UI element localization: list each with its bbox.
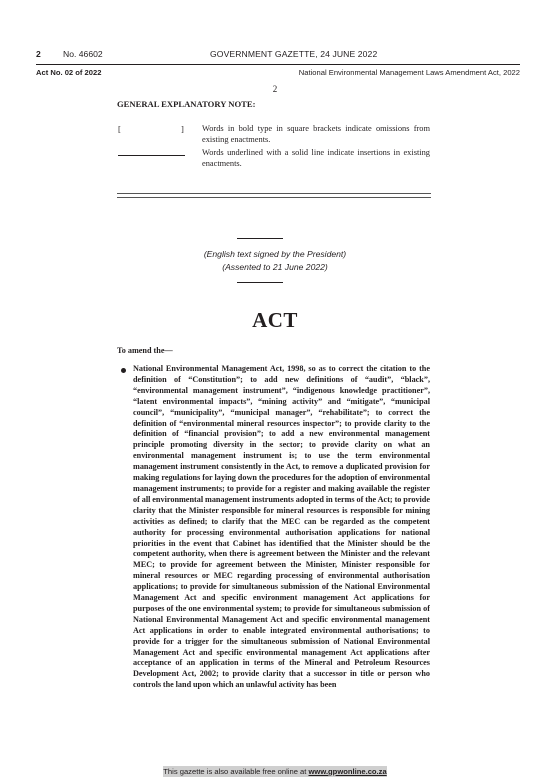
- underline-sample: [118, 155, 185, 156]
- divider-rule: [117, 193, 431, 194]
- footer-link[interactable]: www.gpwonline.co.za: [308, 767, 387, 776]
- gazette-title: GOVERNMENT GAZETTE, 24 JUNE 2022: [210, 49, 378, 59]
- signature-rule-top: [237, 238, 283, 239]
- page-number: 2: [36, 49, 41, 59]
- gazette-header: [36, 49, 520, 61]
- divider-rule: [117, 197, 431, 198]
- assent-line: (Assented to 21 June 2022): [222, 262, 328, 272]
- bullet-icon: [121, 368, 126, 373]
- bracket-open: [: [118, 124, 121, 134]
- footer-text: This gazette is also available free online at: [163, 767, 309, 776]
- act-running-title: National Environmental Management Laws Amendment Act, 2022: [298, 68, 520, 77]
- signature-line: (English text signed by the President): [203, 249, 347, 259]
- to-amend-label: To amend the—: [117, 346, 173, 355]
- page-marker: 2: [272, 84, 278, 94]
- bracket-close: ]: [181, 124, 184, 134]
- header-rule: [36, 64, 520, 65]
- act-number: Act No. 02 of 2022: [36, 68, 102, 77]
- signature-rule-bottom: [237, 282, 283, 283]
- note-omissions: Words in bold type in square brackets indicate omissions from existing enactments.: [202, 124, 430, 144]
- amendment-paragraph: National Environmental Management Act, 1998, so as to correct the citation to the definition of “Constitution”; to add new definitions of “audit”, “black”, “environmental management instrument”, “indigenous knowledge practitioner”, “latent environmental impacts”, “mining activity” and “mitigate”, “municipal council”, “municipality”, “municipal manager”, “rehabilitate”; to correct the definition of “environmental mineral resources inspector”; to provide clarity to the definition of “financial provision”; to add a new environmental management principle promoting diversity in the sector; to provide clarity on what an environmental management instrument is; to use the term environmental management instrument consistently in the Act, to remove a duplicated provision for making regulations for laying down the procedures for the adoption of environmental management instruments; to provide for a register and making available the register of all environmental management instruments adopted in terms of the Act; to provide clarity that the Minister responsible for mineral resources is responsible for mining activities as defined; to clarify that the MEC can be regarded as the competent authority for processing environmental authorisation applications for national priorities in the event that Cabinet has identified that the Minister should be the competent authority, when there is agreement between the Minister and the relevant MEC; to provide for agreement between the Minister, Minister responsible for mineral resources or MEC regarding processing of environmental authorisation applications; to provide for simultaneous submission of the National Environmental Management Act and specific environment management Act applications for purposes of the one environmental system; to provide for simultaneous submission of National Environmental Management Act and specific environmental management Act applications in order to enable integrated environmental authorisations; to provide for a trigger for the simultaneous submission of National Environmental Management Act and specific environmental management Act applications after acceptance of an application in terms of the Mineral and Petroleum Resources Development Act, 2002; to provide clarity that a successor in title or person who controls the land upon which an unlawful activity has been: [133, 364, 430, 690]
- act-heading: ACT: [252, 308, 298, 332]
- footer-banner: [163, 766, 387, 777]
- explanatory-heading: GENERAL EXPLANATORY NOTE:: [117, 99, 256, 109]
- gazette-number: No. 46602: [63, 49, 103, 59]
- note-insertions: Words underlined with a solid line indicate insertions in existing enactments.: [202, 148, 430, 168]
